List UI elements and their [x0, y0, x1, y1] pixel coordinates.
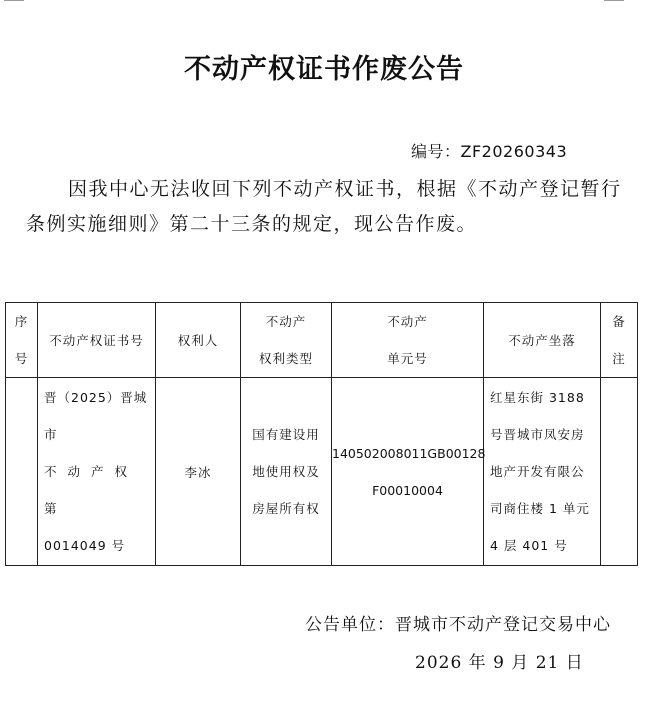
header-right-type — [241, 303, 332, 378]
corner-mark-left — [4, 0, 24, 1]
document-number — [411, 139, 567, 162]
table-header-row — [6, 303, 638, 378]
cell-holder: 李冰 — [156, 378, 241, 566]
corner-mark-right — [604, 0, 624, 1]
cell-remark — [601, 378, 638, 566]
document-number-value: ZF20260343 — [460, 142, 568, 161]
announcing-unit: 公告单位：晋城市不动产登记交易中心 — [305, 615, 611, 635]
loc-line1: 红星东街 3188 — [490, 390, 585, 405]
certificate-table — [5, 302, 638, 566]
cert-line2: 不动产权第 — [44, 464, 139, 516]
header-seq-line1: 序 — [14, 314, 29, 329]
loc-line5: 4 层 401 号 — [490, 538, 568, 553]
header-seq — [6, 303, 38, 378]
type-line3: 房屋所有权 — [252, 501, 320, 516]
header-unit-line1: 不动产 — [387, 314, 428, 329]
unit-line1: 140502008011GB00128 — [332, 445, 486, 461]
header-remark-line1: 备 — [612, 314, 626, 329]
cell-right-type — [241, 378, 332, 566]
page-title: 不动产权证书作废公告 — [184, 54, 464, 85]
loc-line2: 号晋城市凤安房 — [490, 427, 585, 442]
type-line2: 地使用权及 — [252, 464, 320, 479]
cell-cert-no — [38, 378, 156, 566]
cell-unit-no — [332, 378, 484, 566]
type-line1: 国有建设用 — [252, 427, 320, 442]
cert-line1: 晋（2025）晋城市 — [44, 390, 148, 442]
header-remark-line2: 注 — [612, 351, 626, 366]
announcement-body: 因我中心无法收回下列不动产权证书，根据《不动产登记暂行条例实施细则》第二十三条的规定，现公告作废。 — [26, 178, 622, 235]
header-cert-no: 不动产权证书号 — [38, 303, 156, 378]
table-row — [6, 378, 638, 566]
header-unit-line2: 单元号 — [387, 351, 428, 366]
loc-line4: 司商住楼 1 单元 — [490, 501, 590, 516]
cert-line3: 0014049 号 — [44, 538, 126, 553]
cell-location — [484, 378, 601, 566]
cell-seq — [6, 378, 38, 566]
announcement-date: 2026 年 9 月 21 日 — [415, 653, 584, 673]
header-holder: 权利人 — [156, 303, 241, 378]
header-remark — [601, 303, 638, 378]
unit-line2: F00010004 — [372, 482, 443, 498]
header-type-line2: 权利类型 — [258, 351, 313, 366]
loc-line3: 地产开发有限公 — [490, 464, 585, 479]
header-type-line1: 不动产 — [265, 314, 307, 329]
document-number-label: 编号： — [411, 142, 461, 161]
header-location: 不动产坐落 — [484, 303, 601, 378]
header-unit-no — [332, 303, 484, 378]
header-seq-line2: 号 — [14, 351, 29, 366]
